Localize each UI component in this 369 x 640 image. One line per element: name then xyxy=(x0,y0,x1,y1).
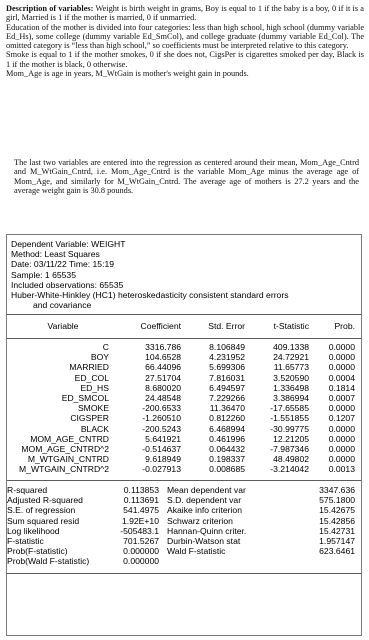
coefficient-row xyxy=(7,362,361,372)
statistic-label: Adjusted R-squared xyxy=(7,495,83,506)
t-statistic-value: 1.336498 xyxy=(273,382,309,393)
statistic-value: 701.5267 xyxy=(123,536,159,547)
t-statistic-value: 409.1338 xyxy=(273,342,309,352)
statistic-label: Hannan-Quinn criter. xyxy=(167,525,247,536)
std-error-value: 5.699306 xyxy=(209,362,245,373)
rule-header xyxy=(7,338,361,339)
statistic-value: 15.42856 xyxy=(319,515,355,526)
rule-middle xyxy=(7,480,361,481)
variable-name: M_WTGAIN_CNTRD^2 xyxy=(19,464,109,475)
statistic-value xyxy=(287,556,361,566)
statistic-label: Schwarz criterion xyxy=(167,515,233,526)
statistic-row xyxy=(7,536,361,546)
variable-name: MOM_AGE_CNTRD xyxy=(30,433,109,444)
statistic-value: 541.4975 xyxy=(123,505,159,516)
centering-note: The last two variables are entered into the regression as centered around their mean, Mom_Age_Cntrd and M_WtGain_Cntrd, i.e. Mom_Age_Cntrd is the variable Mom_Age minus the average age of Mom_Age, and similarly for M_WtGain_Cntrd. The average age of mothers is 27.2 years and the average weight gain is 30.8 pounds. xyxy=(14,158,359,195)
statistic-row xyxy=(7,516,361,526)
coefficient-value: 8.680020 xyxy=(145,382,181,393)
std-error-value: 4.231952 xyxy=(209,352,245,363)
date-line: Date: 03/11/22 Time: 15:19 xyxy=(11,259,115,270)
variable-description xyxy=(6,4,364,78)
coefficient-value: 9.618949 xyxy=(145,454,181,465)
prob-value: 0.0000 xyxy=(328,403,355,414)
spacer xyxy=(159,495,167,505)
statistic-label: F-statistic xyxy=(7,536,44,547)
std-error-value: 7.816031 xyxy=(209,372,245,383)
variable-name: CIGSPER xyxy=(70,413,109,424)
description-paragraph-1 xyxy=(6,4,364,23)
coefficient-value: 66.44096 xyxy=(145,362,181,373)
description-paragraph-2: Education of the mother is divided into four categories: less than high school, high school (dummy variable Ed_Hs), some college (dummy variable Ed_SmCol), and college graduate (dummy variable Ed_Col). The omitted category is “less than high school,” so coefficients must be interpreted relative to this category. xyxy=(6,22,364,51)
coefficient-row xyxy=(7,434,361,444)
statistic-label: Wald F-statistic xyxy=(167,546,226,557)
coefficient-table-header xyxy=(7,321,361,331)
variable-name: MARRIED xyxy=(69,362,109,373)
statistic-value: 623.6461 xyxy=(319,546,355,557)
coefficient-value: 5.641921 xyxy=(145,433,181,444)
rule-top xyxy=(7,314,361,315)
prob-value: 0.0013 xyxy=(328,464,355,475)
coefficient-row xyxy=(7,444,361,454)
statistic-value: 0.000000 xyxy=(123,556,159,567)
statistic-label: Log likelihood xyxy=(7,525,60,536)
coefficient-row xyxy=(7,383,361,393)
dependent-variable-line: Dependent Variable: WEIGHT xyxy=(11,239,126,249)
spacer xyxy=(159,526,167,536)
t-statistic-value: 24.72921 xyxy=(273,352,309,363)
std-error-value: 0.008685 xyxy=(209,464,245,475)
coefficient-row xyxy=(7,464,361,474)
coefficient-row xyxy=(7,413,361,423)
col-prob: Prob. xyxy=(334,321,355,331)
coefficient-row xyxy=(7,393,361,403)
statistic-row xyxy=(7,526,361,536)
coefficient-value: 104.6528 xyxy=(145,352,181,363)
t-statistic-value: 3.386994 xyxy=(273,393,309,404)
observations-line: Included observations: 65535 xyxy=(11,279,124,290)
coefficient-value: 3316.786 xyxy=(145,342,181,352)
variable-name: M_WTGAIN_CNTRD xyxy=(27,454,109,465)
coefficient-value: -1.260510 xyxy=(142,413,181,424)
t-statistic-value: 12.21205 xyxy=(273,433,309,444)
t-statistic-value: -17.65585 xyxy=(270,403,309,414)
std-error-value: 0.812260 xyxy=(209,413,245,424)
statistic-label: Prob(Wald F-statistic) xyxy=(7,556,90,567)
statistic-value: 0.113691 xyxy=(123,495,159,506)
statistic-value: 0.113853 xyxy=(123,485,159,495)
summary-statistics xyxy=(7,485,361,567)
prob-value: 0.0000 xyxy=(328,342,355,352)
col-variable: Variable xyxy=(47,321,79,331)
statistic-label: S.E. of regression xyxy=(7,505,76,516)
se-method-line: Huber-White-Hinkley (HC1) heteroskedasticity consistent standard errors xyxy=(11,290,289,301)
coefficient-value: -0.514637 xyxy=(142,444,181,455)
col-coefficient: Coefficient xyxy=(140,321,181,331)
variable-name: MOM_AGE_CNTRD^2 xyxy=(21,444,109,455)
statistic-value: 1.957147 xyxy=(319,536,355,547)
t-statistic-value: -30.99775 xyxy=(270,423,309,434)
prob-value: 0.1207 xyxy=(328,413,355,424)
coefficient-value: -200.5243 xyxy=(142,423,181,434)
description-heading: Description of variables: xyxy=(6,4,94,13)
method-line: Method: Least Squares xyxy=(11,249,100,260)
variable-name: BOY xyxy=(90,352,109,363)
std-error-value: 11.36470 xyxy=(209,403,245,414)
statistic-row xyxy=(7,485,361,495)
coefficient-row xyxy=(7,352,361,362)
coefficient-value: -200.6533 xyxy=(142,403,181,414)
prob-value: 0.0000 xyxy=(328,454,355,465)
coefficient-row xyxy=(7,373,361,383)
statistic-label: S.D. dependent var xyxy=(167,495,242,506)
std-error-value: 0.064432 xyxy=(209,444,245,455)
std-error-value: 8.106849 xyxy=(209,342,245,352)
t-statistic-value: 48.49802 xyxy=(273,454,309,465)
t-statistic-value: 11.65773 xyxy=(273,362,309,373)
statistic-label xyxy=(167,556,287,566)
spacer xyxy=(159,485,167,495)
statistic-label: Akaike info criterion xyxy=(167,505,242,516)
coefficient-value: 24.48548 xyxy=(145,393,181,404)
spacer xyxy=(159,516,167,526)
prob-value: 0.0004 xyxy=(328,372,355,383)
coefficient-rows xyxy=(7,342,361,475)
statistic-value: 15.42675 xyxy=(319,505,355,516)
prob-value: 0.0007 xyxy=(328,393,355,404)
statistic-label: Durbin-Watson stat xyxy=(167,536,241,547)
rule-bottom xyxy=(7,573,361,574)
statistic-value: 575.1800 xyxy=(319,495,355,506)
variable-name: ED_HS xyxy=(80,382,109,393)
variable-name: SMOKE xyxy=(77,403,109,414)
description-text-1: Weight is birth weight in grams, Boy is equal to 1 if the baby is a boy, 0 if it is a girl, Married is 1 if the mother is married, 0 if unmarried. xyxy=(6,4,364,23)
spacer xyxy=(159,556,167,566)
col-t-statistic: t-Statistic xyxy=(273,321,309,331)
statistic-row xyxy=(7,556,361,566)
statistic-row xyxy=(7,495,361,505)
variable-name: ED_COL xyxy=(74,372,109,383)
std-error-value: 6.494597 xyxy=(209,382,245,393)
statistic-label: Mean dependent var xyxy=(167,485,246,495)
std-error-value: 7.229266 xyxy=(209,393,245,404)
std-error-value: 6.468994 xyxy=(209,423,245,434)
spacer xyxy=(159,536,167,546)
statistic-label: Prob(F-statistic) xyxy=(7,546,68,557)
spacer xyxy=(159,546,167,556)
t-statistic-value: -7.987346 xyxy=(270,444,309,455)
t-statistic-value: -3.214042 xyxy=(270,464,309,475)
statistic-value: 0.000000 xyxy=(123,546,159,557)
prob-value: 0.1814 xyxy=(328,382,355,393)
t-statistic-value: 3.520590 xyxy=(273,372,309,383)
prob-value: 0.0000 xyxy=(328,433,355,444)
description-paragraph-3: Smoke is equal to 1 if the mother smokes, 0 if she does not, CigsPer is cigarettes smoked per day, Black is 1 if the mother is black, 0 otherwise. xyxy=(6,50,364,69)
std-error-value: 0.198337 xyxy=(209,454,245,465)
variable-name: BLACK xyxy=(80,423,109,434)
se-method-line-2: and covariance xyxy=(33,300,92,311)
prob-value: 0.0000 xyxy=(328,423,355,434)
statistic-row xyxy=(7,546,361,556)
statistic-row xyxy=(7,505,361,515)
coefficient-row xyxy=(7,403,361,413)
prob-value: 0.0000 xyxy=(328,352,355,363)
statistic-value: 1.92E+10 xyxy=(121,515,159,526)
prob-value: 0.0000 xyxy=(328,362,355,373)
statistic-value: -505483.1 xyxy=(120,525,159,536)
statistic-value: 15.42731 xyxy=(319,525,355,536)
std-error-value: 0.461996 xyxy=(209,433,245,444)
prob-value: 0.0000 xyxy=(328,444,355,455)
variable-name: C xyxy=(102,342,109,352)
t-statistic-value: -1.551855 xyxy=(270,413,309,424)
output-header xyxy=(7,235,361,310)
coefficient-value: -0.027913 xyxy=(142,464,181,475)
statistic-label: R-squared xyxy=(7,485,48,495)
sample-line: Sample: 1 65535 xyxy=(11,269,76,280)
spacer xyxy=(159,505,167,515)
col-std-error: Std. Error xyxy=(208,321,245,331)
description-paragraph-4: Mom_Age is age in years, M_WtGain is mother's weight gain in pounds. xyxy=(6,69,249,79)
regression-output xyxy=(6,234,362,636)
variable-name: ED_SMCOL xyxy=(61,393,109,404)
coefficient-row xyxy=(7,424,361,434)
statistic-value: 3347.636 xyxy=(319,485,355,495)
coefficient-row xyxy=(7,454,361,464)
statistic-label: Sum squared resid xyxy=(7,515,80,526)
coefficient-row xyxy=(7,342,361,352)
coefficient-table xyxy=(7,321,361,331)
coefficient-value: 27.51704 xyxy=(145,372,181,383)
